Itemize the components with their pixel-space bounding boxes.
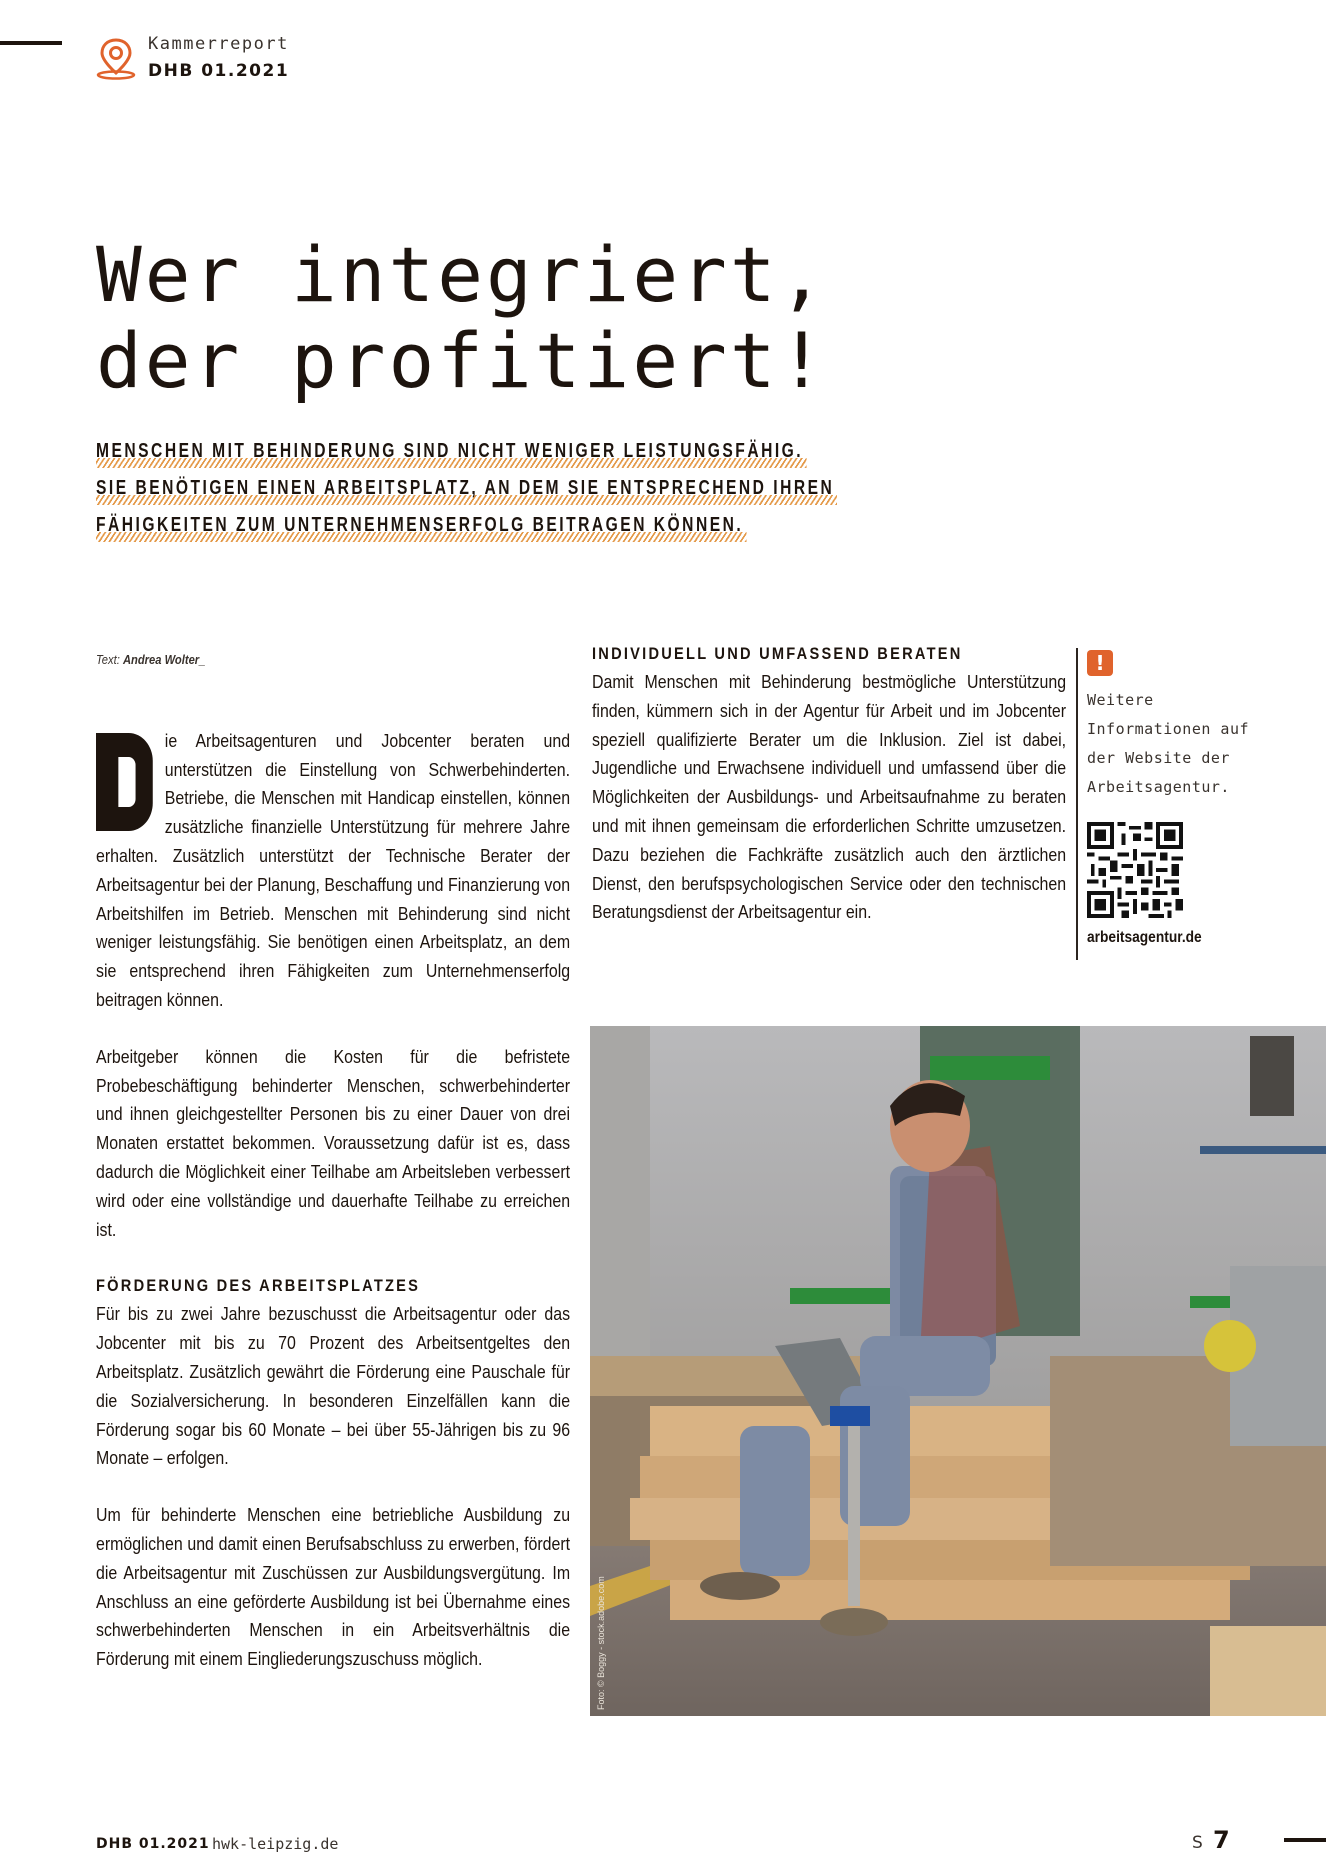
column-left [96,646,570,1674]
footer-issue: DHB 01.2021 [96,1836,210,1852]
title-line-1: Wer integriert, [96,230,828,319]
title-line-2: der profitiert! [96,316,828,405]
header-rule [0,41,62,45]
issue-label: DHB 01.2021 [148,61,290,81]
sidebar-info-text: Weitere Informationen auf der Website der Arbeitsagentur. [1087,691,1250,796]
article-title [96,232,827,404]
byline-author: Andrea Wolter_ [122,652,206,667]
paragraph: ie Arbeitsagenturen und Jobcenter beraten und unterstützen die Einstellung von Schwerbehinderten. Betriebe, die Menschen mit Handicap einstellen, können zusätzliche finanzielle Unterstützung für mehrere Jahre erhalten. Zusätzlich unterstützt der Technische Berater der Arbeitsagentur bei der Planung, Beschaffung und Finanzierung von Arbeitshilfen im Betrieb. Menschen mit Behinderung sind nicht weniger leistungsfähig. Sie benötigen einen Arbeitsplatz, an dem sie entsprechend ihren Fähigkeiten zum Unternehmenserfolg beitragen können. [96,729,571,1010]
footer-rule [1284,1838,1326,1842]
column-middle [592,640,1066,927]
article-photo [590,1026,1326,1716]
subheading-beraten: INDIVIDUELL UND UMFASSEND BERATEN [592,644,963,663]
article-lead [96,440,956,551]
paragraph: Damit Menschen mit Behinderung bestmögliche Unterstützung finden, kümmern sich in der Agentur für Arbeit und im Jobcenter speziell qualifizierte Berater um die Inklusion. Ziel ist dabei, Jugendliche und Erwachsene individuell und umfassend über die Möglichkeiten der Ausbildungs- und Arbeitsaufnahme zu beraten und mit ihnen gemeinsam die erforderlichen Schritte umzusetzen. Dazu beziehen die Fachkräfte zusätzlich auch den ärztlichen Dienst, den berufspsychologischen Service oder den technischen Beratungsdienst der Arbeitsagentur ein. [592,671,1067,923]
section-label: Kammerreport [148,34,289,54]
page-prefix: S [1192,1833,1203,1853]
photo-illustration [590,1026,1326,1716]
byline: Text: Andrea Wolter_ [96,652,206,667]
photo-credit: Foto: © Boggy - stock.adobe.com [596,1576,606,1710]
lead-line: SIE BENÖTIGEN EINEN ARBEITSPLATZ, AN DEM SIE ENTSPRECHEND IHREN [96,477,767,500]
location-pin-icon [96,36,136,80]
paragraph: Um für behinderte Menschen eine betriebliche Ausbildung zu ermöglichen und damit einen Berufsabschluss zu erwerben, fördert die Arbeitsagentur mit Zuschüssen zur Ausbildungsvergütung. Im Anschluss an eine geförderte Ausbildung ist bei Übernahme eines schwerbehinderten Menschen in ein Arbeitsverhältnis die Förderung mit einem Eingliederungszuschuss möglich. [96,1504,571,1670]
sidebar-link[interactable]: arbeitsagentur.de [1087,929,1202,946]
lead-line: MENSCHEN MIT BEHINDERUNG SIND NICHT WENIGER LEISTUNGSFÄHIG. [96,440,767,463]
page-number: 7 [1213,1826,1230,1854]
alert-icon: ! [1087,650,1113,676]
paragraph: Arbeitgeber können die Kosten für die befristete Probebeschäftigung behinderter Menschen, schwerbehinderter und ihnen gleichgestellter Personen bis zu einer Dauer von drei Monaten erstattet bekommen. Voraussetzung dafür ist es, dass dadurch die Möglichkeit einer Teilhabe am Arbeitsleben verbessert wird oder eine vollständige und dauerhafte Teilhabe zu erreichen ist. [96,1045,571,1240]
qr-code-icon[interactable] [1087,822,1183,918]
lead-line: FÄHIGKEITEN ZUM UNTERNEHMENSERFOLG BEITRAGEN KÖNNEN. [96,514,767,537]
sidebar-rule [1076,648,1078,960]
paragraph: Für bis zu zwei Jahre bezuschusst die Arbeitsagentur oder das Jobcenter mit bis zu 70 Prozent des Arbeitsentgeltes den Arbeitsplatz. Zusätzlich gewährt die Förderung eine Pauschale für die Sozialversicherung. In besonderen Einzelfällen kann die Förderung sogar bis 60 Monate – bei über 55-Jährigen bis zu 96 Monate – erfolgen. [96,1303,571,1469]
subheading-foerderung: FÖRDERUNG DES ARBEITSPLATZES [96,1276,421,1296]
dropcap [96,733,153,831]
footer-url[interactable]: hwk-leipzig.de [212,1835,339,1853]
